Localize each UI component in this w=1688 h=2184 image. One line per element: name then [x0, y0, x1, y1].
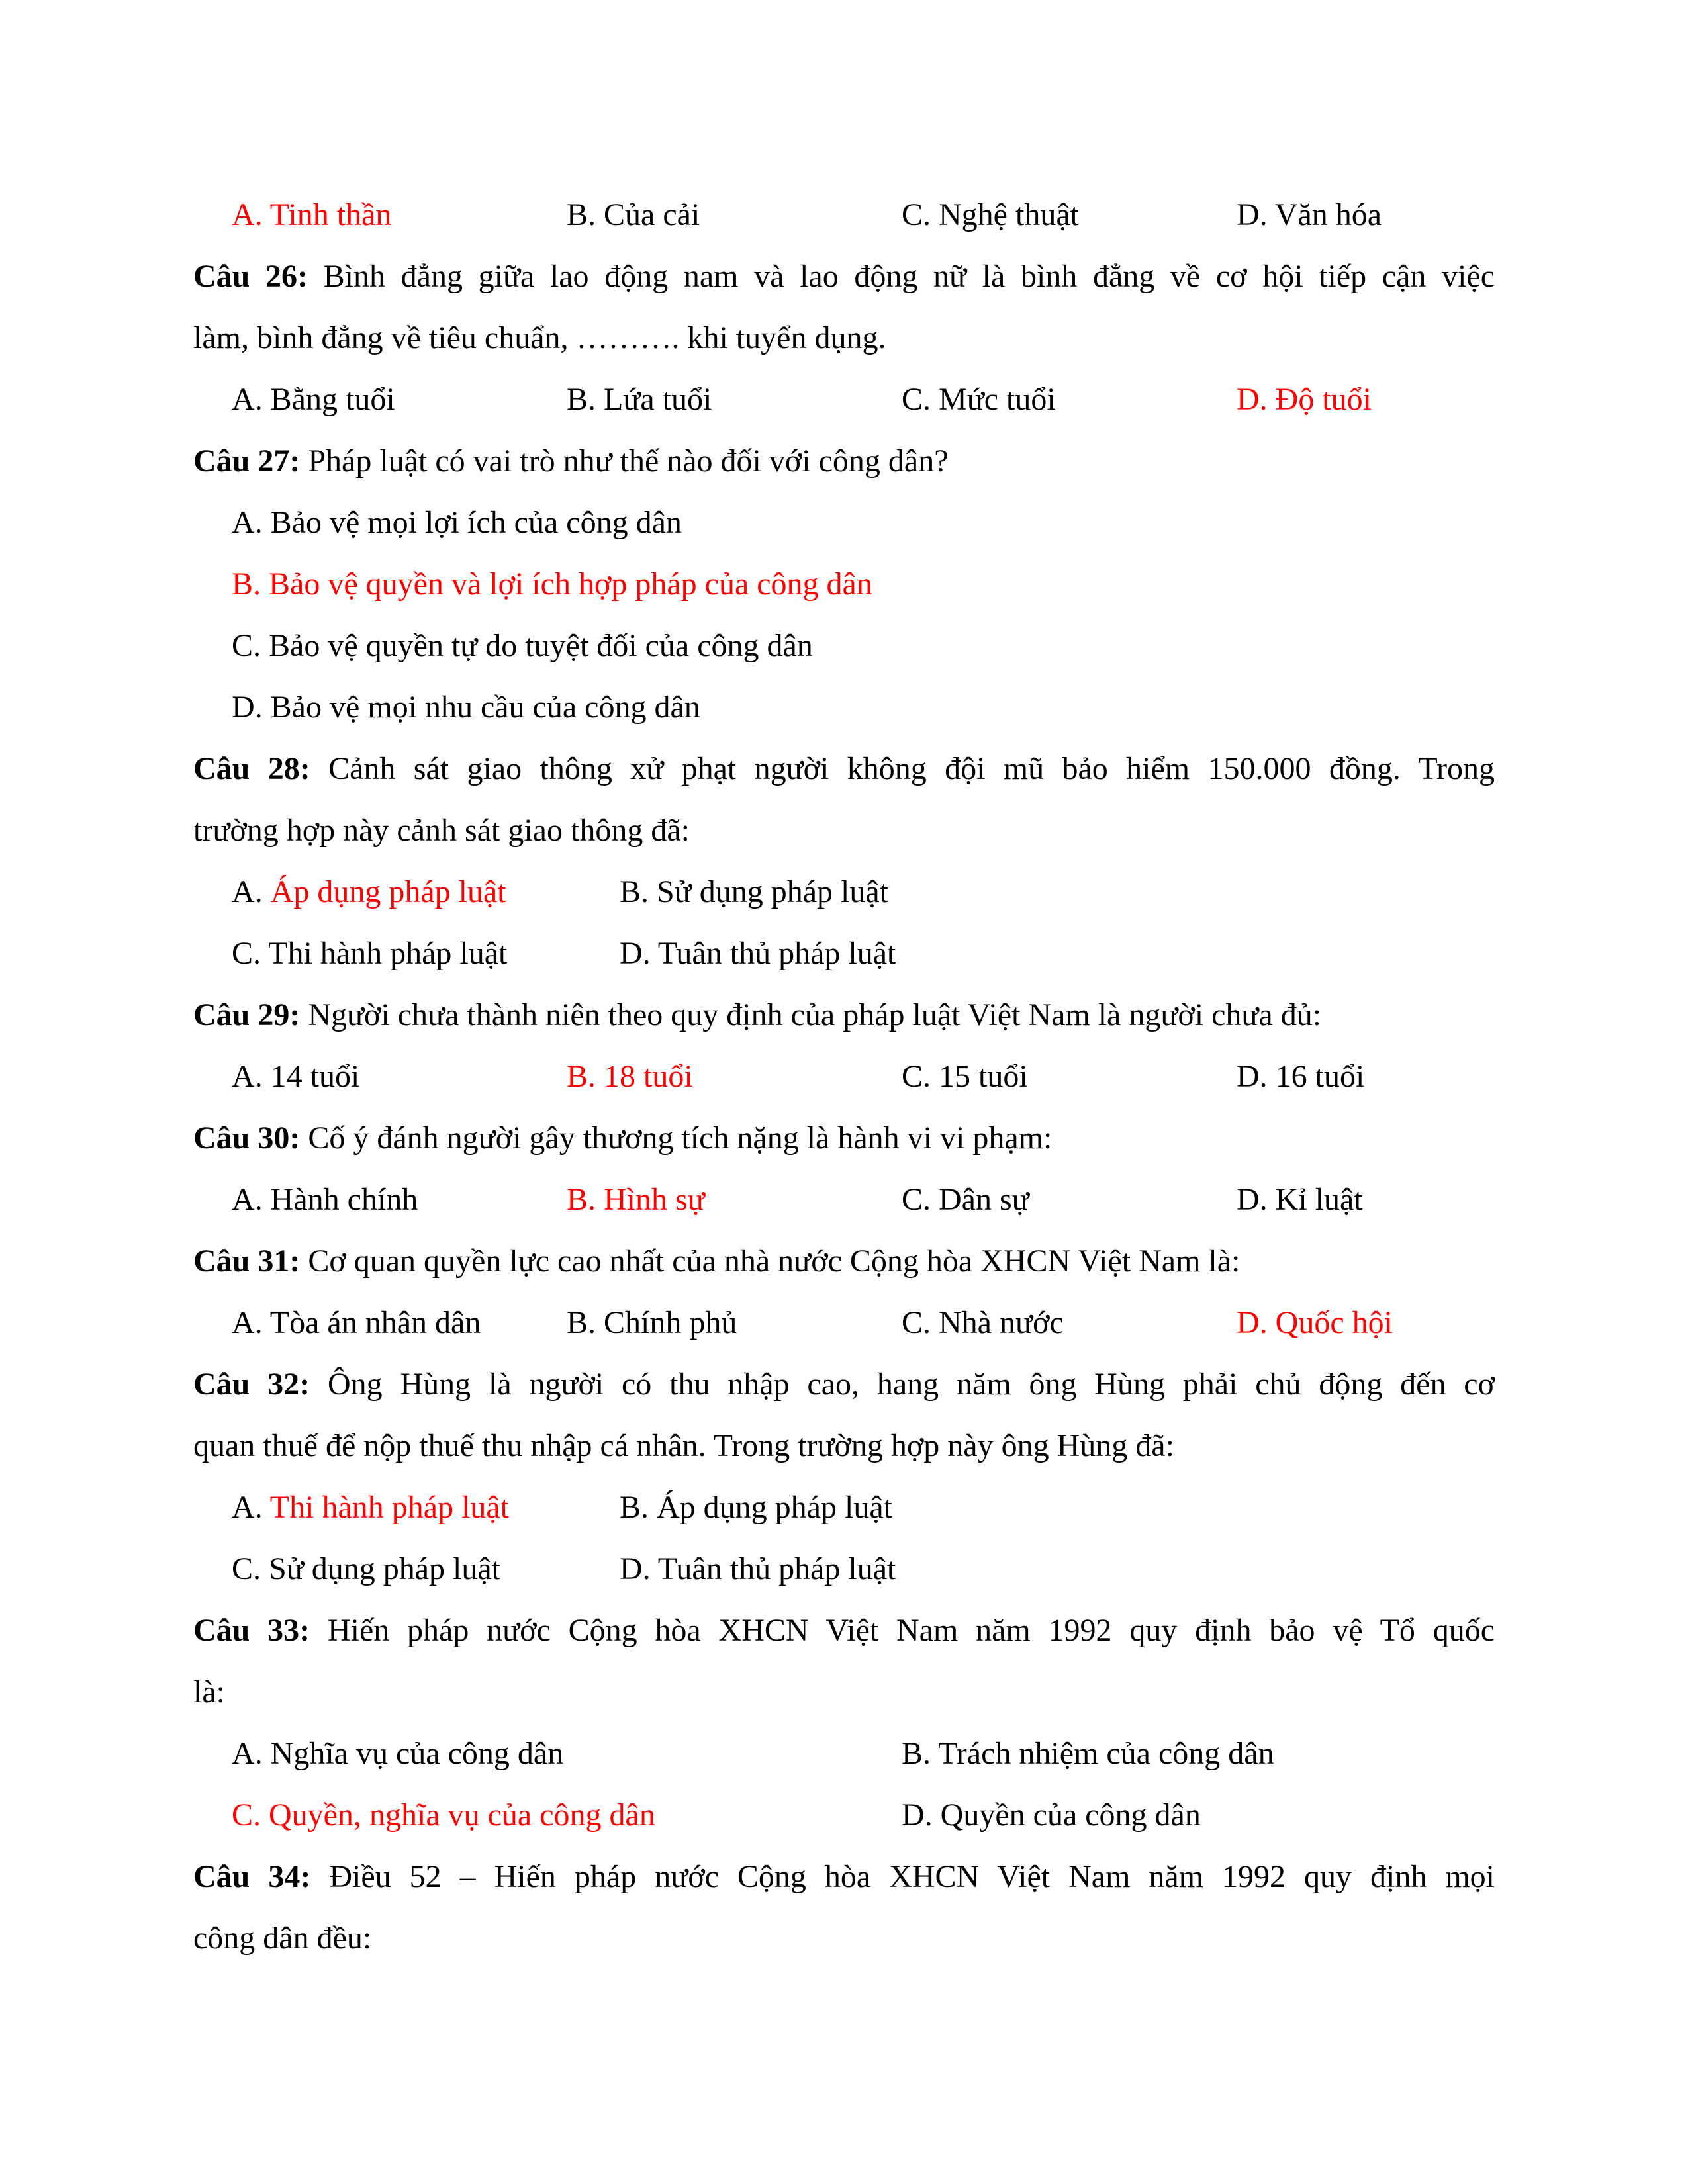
q26-question-line1	[193, 257, 1495, 296]
q26-number: Câu 26:	[193, 259, 308, 294]
q25-option-c: C. Nghệ thuật	[902, 197, 1079, 232]
q28-option-b: B. Sử dụng pháp luật	[620, 874, 889, 909]
q27-option-d: D. Bảo vệ mọi nhu cầu của công dân	[232, 690, 700, 725]
q28-text-line2: trường hợp này cảnh sát giao thông đã:	[193, 813, 690, 848]
q25-option-d: D. Văn hóa	[1237, 197, 1382, 232]
q26-question-line2	[193, 318, 1495, 358]
q28-option-d: D. Tuân thủ pháp luật	[620, 936, 896, 971]
q32-number: Câu 32:	[193, 1367, 310, 1402]
q32-option-a	[232, 1488, 509, 1527]
q30-number: Câu 30:	[193, 1120, 301, 1156]
q27-option-a: A. Bảo vệ mọi lợi ích của công dân	[232, 505, 682, 540]
q32-option-a-prefix: A.	[232, 1490, 270, 1525]
q30-option-a: A. Hành chính	[232, 1182, 418, 1217]
q33-text-line2: là:	[193, 1674, 225, 1709]
q32-text-line2: quan thuế để nộp thuế thu nhập cá nhân. Trong trường hợp này ông Hùng đã:	[193, 1428, 1174, 1463]
q27-number: Câu 27:	[193, 443, 301, 478]
q25-option-b: B. Của cải	[567, 197, 700, 232]
q32-text-line1: Ông Hùng là người có thu nhập cao, hang năm ông Hùng phải chủ động đến cơ	[328, 1367, 1495, 1402]
q30-option-c: C. Dân sự	[902, 1182, 1029, 1217]
q27-question	[193, 441, 1495, 481]
q32-option-d: D. Tuân thủ pháp luật	[620, 1551, 896, 1586]
q31-question	[193, 1242, 1495, 1281]
q31-option-b: B. Chính phủ	[567, 1305, 737, 1340]
q31-option-c: C. Nhà nước	[902, 1305, 1064, 1340]
q28-option-c: C. Thi hành pháp luật	[232, 936, 508, 971]
q29-option-b: B. 18 tuổi	[567, 1059, 693, 1094]
q26-option-d: D. Độ tuổi	[1237, 382, 1372, 417]
q26-text-line1: Bình đẳng giữa lao động nam và lao động nữ là bình đẳng về cơ hội tiếp cận việc	[323, 259, 1495, 294]
q29-question	[193, 995, 1495, 1035]
q28-number: Câu 28:	[193, 751, 310, 786]
q32-option-c: C. Sử dụng pháp luật	[232, 1551, 501, 1586]
q34-question-line2	[193, 1919, 1495, 1958]
q28-text-line1: Cảnh sát giao thông xử phạt người không đội mũ bảo hiểm 150.000 đồng. Trong	[328, 751, 1495, 786]
q31-text: Cơ quan quyền lực cao nhất của nhà nước Cộng hòa XHCN Việt Nam là:	[308, 1244, 1241, 1279]
q29-text: Người chưa thành niên theo quy định của pháp luật Việt Nam là người chưa đủ:	[308, 997, 1322, 1032]
q32-option-a-text: Thi hành pháp luật	[269, 1490, 510, 1525]
q32-question-line1	[193, 1365, 1495, 1404]
q26-option-a: A. Bằng tuổi	[232, 382, 395, 417]
q34-text-line1: Điều 52 – Hiến pháp nước Cộng hòa XHCN Việt Nam năm 1992 quy định mọi	[329, 1859, 1495, 1894]
q26-option-b: B. Lứa tuổi	[567, 382, 712, 417]
q29-number: Câu 29:	[193, 997, 301, 1032]
q26-option-c: C. Mức tuổi	[902, 382, 1056, 417]
q30-text: Cố ý đánh người gây thương tích nặng là hành vi vi phạm:	[308, 1120, 1053, 1156]
q34-number: Câu 34:	[193, 1859, 311, 1894]
q31-number: Câu 31:	[193, 1244, 301, 1279]
q34-question-line1	[193, 1857, 1495, 1897]
q26-text-line2: làm, bình đẳng về tiêu chuẩn, ………. khi tuyển dụng.	[193, 320, 886, 355]
q32-option-b: B. Áp dụng pháp luật	[620, 1490, 892, 1525]
q33-number: Câu 33:	[193, 1613, 310, 1648]
q34-text-line2: công dân đều:	[193, 1921, 372, 1956]
q33-question-line1	[193, 1611, 1495, 1651]
q29-option-a: A. 14 tuổi	[232, 1059, 360, 1094]
q28-question-line1	[193, 749, 1495, 789]
q27-option-b: B. Bảo vệ quyền và lợi ích hợp pháp của công dân	[232, 567, 872, 602]
q28-option-a-prefix: A.	[232, 874, 271, 909]
q29-option-c: C. 15 tuổi	[902, 1059, 1028, 1094]
q28-option-a-text: Áp dụng pháp luật	[270, 874, 506, 909]
q33-option-b: B. Trách nhiệm của công dân	[902, 1736, 1274, 1771]
q27-option-c: C. Bảo vệ quyền tự do tuyệt đối của công dân	[232, 628, 813, 663]
q30-option-d: D. Kỉ luật	[1237, 1182, 1363, 1217]
q31-option-d: D. Quốc hội	[1237, 1305, 1393, 1340]
q33-option-d: D. Quyền của công dân	[902, 1797, 1201, 1833]
q28-question-line2	[193, 811, 1495, 850]
q27-text: Pháp luật có vai trò như thế nào đối với công dân?	[308, 443, 949, 478]
q33-option-a: A. Nghĩa vụ của công dân	[232, 1736, 564, 1771]
q32-question-line2	[193, 1426, 1495, 1466]
q33-option-c: C. Quyền, nghĩa vụ của công dân	[232, 1797, 655, 1833]
q25-option-a: A. Tinh thần	[232, 197, 392, 232]
q29-option-d: D. 16 tuổi	[1237, 1059, 1365, 1094]
q33-text-line1: Hiến pháp nước Cộng hòa XHCN Việt Nam năm 1992 quy định bảo vệ Tổ quốc	[327, 1613, 1495, 1648]
q28-option-a	[232, 872, 506, 912]
q33-question-line2	[193, 1672, 1495, 1712]
q30-option-b: B. Hình sự	[567, 1182, 705, 1217]
q31-option-a: A. Tòa án nhân dân	[232, 1305, 481, 1340]
q30-question	[193, 1118, 1495, 1158]
